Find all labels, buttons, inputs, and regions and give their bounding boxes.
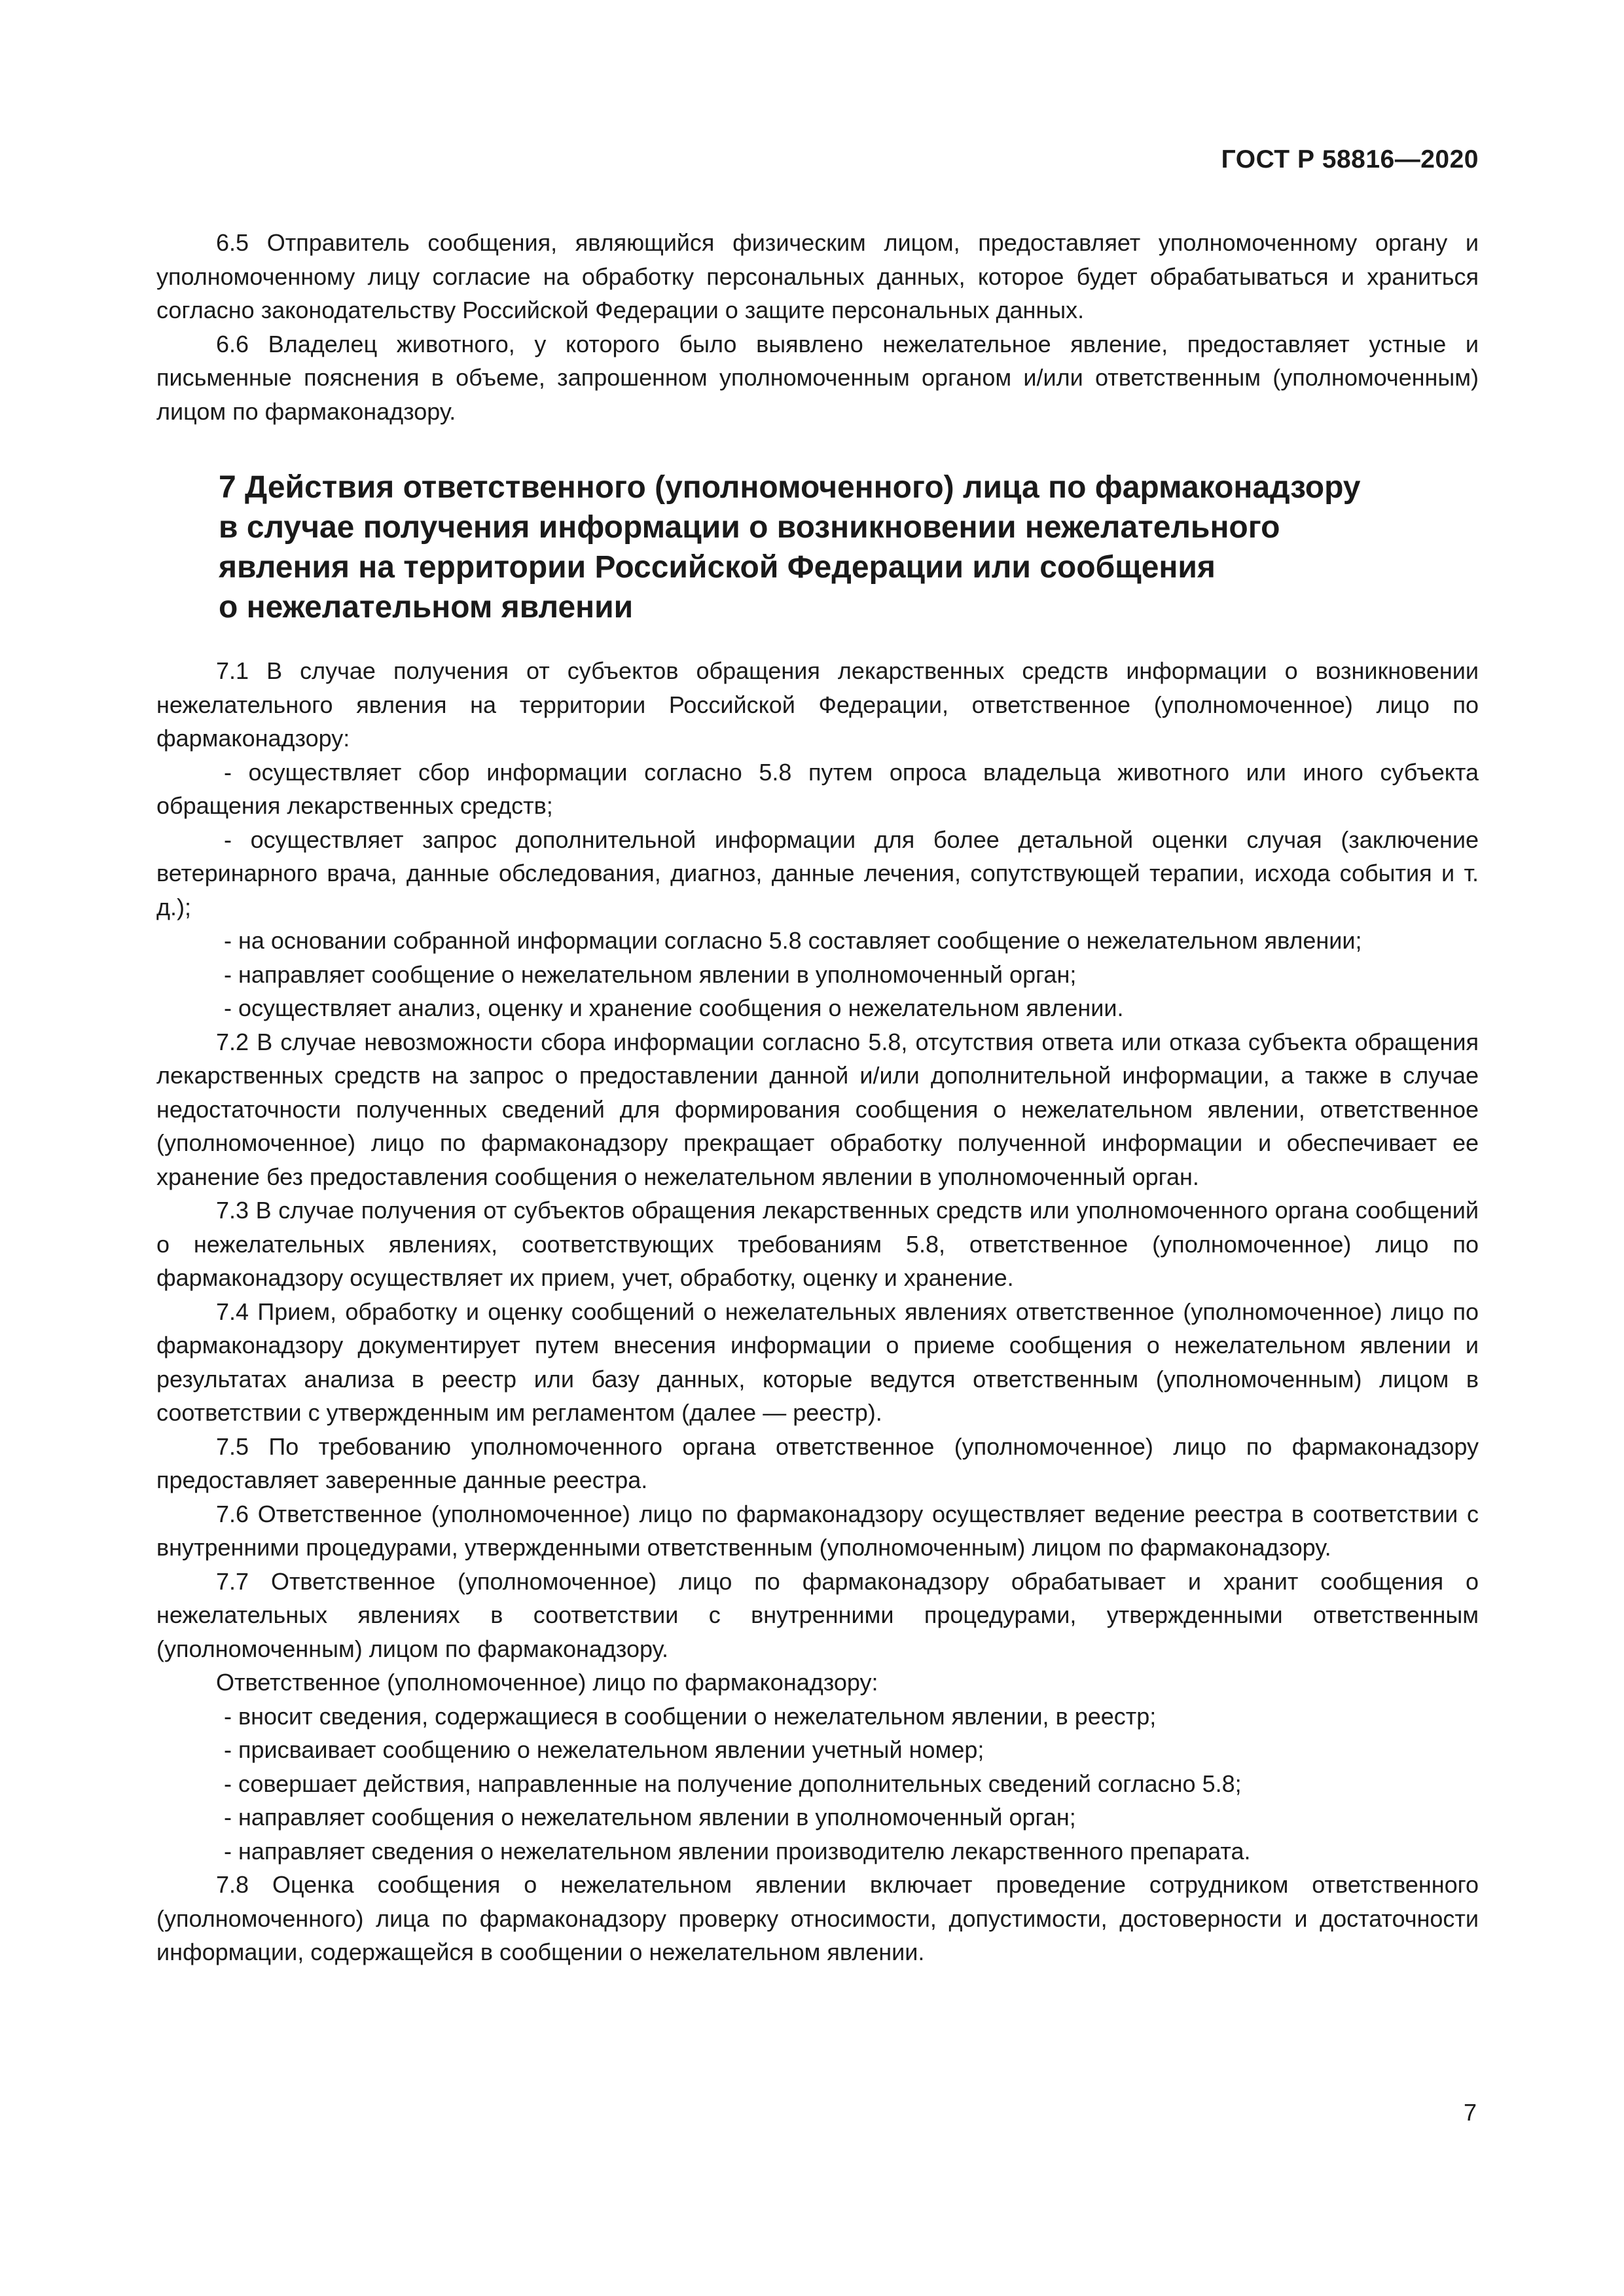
paragraph: 7.6 Ответственное (уполномоченное) лицо по фармаконадзору осуществляет ведение реестра в соответствии с внутренними процедурами, утвержденными ответственным (уполномоченным) лицом по фармаконадзору. — [156, 1500, 1479, 1561]
paragraph: 7.7 Ответственное (уполномоченное) лицо по фармаконадзору обрабатывает и хранит сообщения о нежелательных явлениях в соответствии с внутренними процедурами, утвержденными ответственным (уполномоченным) лицом по фармаконадзору. — [156, 1567, 1479, 1662]
body-text — [156, 226, 1479, 1969]
paragraph: 7.3 В случае получения от субъектов обращения лекарственных средств или уполномоченного органа сообщений о нежелательных явлениях, соответствующих требованиям 5.8, ответственное (уполномоченное) лицо по фармаконадзору осуществляет их прием, учет, обработку, оценку и хранение. — [156, 1197, 1479, 1291]
paragraph: 7.8 Оценка сообщения о нежелательном явлении включает проведение сотрудником ответственного (уполномоченного) лица по фармаконадзору проверку относимости, допустимости, достоверности и достаточности информации, содержащейся в сообщении о нежелательном явлении. — [156, 1871, 1479, 1965]
list-item: - направляет сообщение о нежелательном явлении в уполномоченный орган; — [224, 960, 1077, 988]
list-item: - направляет сведения о нежелательном явлении производителю лекарственного препарата. — [224, 1837, 1251, 1865]
paragraph: Ответственное (уполномоченное) лицо по фармаконадзору: — [216, 1669, 878, 1696]
section-title-line: 7 Действия ответственного (уполномоченного) лица по фармаконадзору — [219, 470, 1361, 505]
list-item: - совершает действия, направленные на получение дополнительных сведений согласно 5.8; — [224, 1770, 1242, 1797]
list-item: - осуществляет анализ, оценку и хранение сообщения о нежелательном явлении. — [224, 994, 1124, 1021]
list-item: - направляет сообщения о нежелательном явлении в уполномоченный орган; — [224, 1804, 1076, 1831]
paragraph: 7.5 По требованию уполномоченного органа ответственное (уполномоченное) лицо по фармаконадзору предоставляет заверенные данные реестра. — [156, 1432, 1479, 1493]
paragraph: 7.4 Прием, обработку и оценку сообщений о нежелательных явлениях ответственное (уполномоченное) лицо по фармаконадзору документирует путем внесения информации о приеме сообщения о нежелательном явлении и результатах анализа в реестр или базу данных, которые ведутся ответственным (уполномоченным) лицом в соответствии с утвержденным им регламентом (далее — реестр). — [156, 1298, 1479, 1426]
document-code: ГОСТ Р 58816—2020 — [1221, 145, 1479, 173]
section-title-line: явления на территории Российской Федерации или сообщения — [219, 550, 1216, 585]
section-title-line: о нежелательном явлении — [219, 590, 634, 625]
section-title-line: в случае получения информации о возникновении нежелательного — [219, 510, 1280, 545]
paragraph-6-6: 6.6 Владелец животного, у которого было выявлено нежелательное явление, предоставляет устные и письменные пояснения в объеме, запрошенном уполномоченным органом и/или ответственным (уполномоченным) лицом по фармаконадзору. — [156, 330, 1479, 425]
paragraph: 7.2 В случае невозможности сбора информации согласно 5.8, отсутствия ответа или отказа субъекта обращения лекарственных средств на запрос о предоставлении данной и/или дополнительной информации, а также в случае недостаточности полученных сведений для формирования сообщения о нежелательном явлении, ответственное (уполномоченное) лицо по фармаконадзору прекращает обработку полученной информации и обеспечивает ее хранение без предоставления сообщения о нежелательном явлении в уполномоченный орган. — [156, 1028, 1479, 1190]
page-number: 7 — [1463, 2099, 1477, 2126]
paragraph: 7.1 В случае получения от субъектов обращения лекарственных средств информации о возникновении нежелательного явления на территории Российской Федерации, ответственное (уполномоченное) лицо по фармаконадзору: — [156, 657, 1479, 752]
list-item: - осуществляет запрос дополнительной информации для более детальной оценки случая (заключение ветеринарного врача, данные обследования, диагноз, данные лечения, сопутствующей терапии, исхода события и т. д.); — [156, 826, 1479, 920]
paragraph-6-5: 6.5 Отправитель сообщения, являющийся физическим лицом, предоставляет уполномоченному органу и уполномоченному лицу согласие на обработку персональных данных, которое будет обрабатываться и храниться согласно законодательству Российской Федерации о защите персональных данных. — [156, 229, 1479, 323]
list-item: - вносит сведения, содержащиеся в сообщении о нежелательном явлении, в реестр; — [224, 1702, 1157, 1730]
list-item: - присваивает сообщению о нежелательном явлении учетный номер; — [224, 1736, 984, 1763]
section-paragraphs — [156, 654, 1479, 1969]
list-item: - осуществляет сбор информации согласно 5.8 путем опроса владельца животного или иного субъекта обращения лекарственных средств; — [156, 758, 1479, 819]
list-item: - на основании собранной информации согласно 5.8 составляет сообщение о нежелательном явлении; — [224, 927, 1362, 954]
section-title — [156, 467, 1462, 627]
